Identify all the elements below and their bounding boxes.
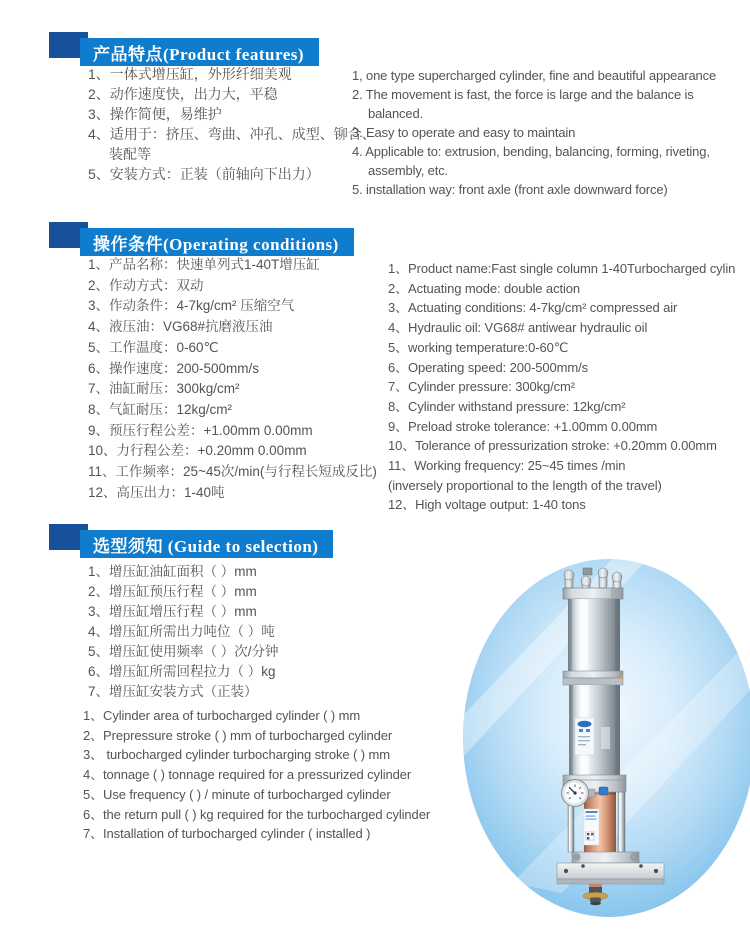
list-item: 5、working temperature:0-60℃	[388, 339, 569, 355]
list-item: 3. Easy to operate and easy to maintain	[352, 125, 576, 140]
list-item: 10、Tolerance of pressurization stroke: +0.20mm 0.00mm	[388, 438, 717, 454]
list-item: 4. Applicable to: extrusion, bending, balancing, forming, riveting, assembly, etc.	[352, 144, 710, 178]
section-title: 产品特点(Product features)	[93, 44, 305, 64]
list-item: 3、增压缸增压行程（ ）mm	[88, 604, 257, 619]
list-item: 2、作动方式：双动	[88, 277, 204, 293]
list-item: 6、Operating speed: 200-500mm/s	[388, 359, 589, 375]
features-list-en	[352, 66, 750, 199]
list-item: 6、the return pull ( ) kg required for the turbocharged cylinder	[83, 806, 431, 822]
list-item-continuation: (inversely proportional to the length of the travel)	[388, 477, 662, 493]
base-plate	[557, 863, 664, 884]
bottom-collar	[572, 852, 639, 863]
selection-list-en	[83, 706, 495, 844]
list-item: 3、 turbocharged cylinder turbocharging stroke ( ) mm	[83, 747, 390, 763]
list-item: 11、Working frequency: 25~45 times /min	[388, 458, 626, 474]
header-banner	[80, 228, 354, 256]
header-banner	[80, 530, 333, 558]
list-item: 2、Prepressure stroke ( ) mm of turbocharged cylinder	[83, 727, 393, 743]
list-item: 4、增压缸所需出力吨位（ ）吨	[88, 624, 275, 639]
list-item: 1、增压缸油缸面积（ ）mm	[88, 564, 257, 579]
list-item: 6、增压缸所需回程拉力（ ）kg	[88, 664, 276, 679]
main-cylinder	[569, 685, 620, 775]
list-item: 5. installation way: front axle (front axle downward force)	[352, 182, 668, 197]
list-item: 4、tonnage ( ) tonnage required for a pressurized cylinder	[83, 767, 412, 783]
list-item: 12、高压出力：1-40吨	[88, 484, 225, 500]
features-list-zh	[88, 64, 384, 184]
brand-label	[575, 718, 594, 755]
operating-list-en	[388, 259, 750, 515]
list-item: 10、力行程公差：+0.20mm 0.00mm	[88, 443, 307, 459]
list-item: 2. The movement is fast, the force is large and the balance is balanced.	[352, 87, 694, 121]
list-item: 4、适用于：挤压、弯曲、冲孔、成型、铆合、装配等	[88, 126, 376, 162]
list-item: 2、动作速度快，出力大，平稳	[88, 86, 278, 102]
list-item: 9、预压行程公差：+1.00mm 0.00mm	[88, 422, 313, 438]
list-item: 5、工作温度：0-60℃	[88, 339, 219, 355]
middle-flange-band	[563, 671, 623, 685]
list-item: 4、液压油：VG68#抗磨液压油	[88, 319, 273, 335]
blue-valve-fitting	[599, 787, 608, 795]
section-title: 选型须知 (Guide to selection)	[93, 536, 319, 556]
list-item: 1、Cylinder area of turbocharged cylinder ( ) mm	[83, 708, 361, 723]
list-item: 12、High voltage output: 1-40 tons	[388, 497, 586, 513]
header-banner	[80, 38, 319, 66]
list-item: 5、增压缸使用频率（ ）次/分钟	[88, 644, 279, 659]
list-item: 1、产品名称：快速单列式1-40T增压缸	[88, 257, 320, 272]
list-item: 2、Actuating mode: double action	[388, 280, 581, 296]
list-item: 5、安装方式：正装（前轴向下出力）	[88, 166, 320, 182]
list-item: 3、作动条件：4-7kg/cm² 压缩空气	[88, 298, 295, 314]
list-item: 1、Product name:Fast single column 1-40Turbocharged cylin	[388, 261, 736, 276]
list-item: 1、一体式增压缸，外形纤细美观	[88, 66, 292, 82]
spec-label	[584, 809, 599, 845]
copper-booster-tube	[584, 791, 616, 852]
list-item: 1, one type supercharged cylinder, fine and beautiful appearance	[352, 68, 717, 83]
upper-cylinder	[568, 599, 620, 671]
selection-list-zh	[88, 562, 279, 702]
list-item: 7、Cylinder pressure: 300kg/cm²	[388, 379, 576, 395]
list-item: 9、Preload stroke tolerance: +1.00mm 0.00mm	[388, 418, 658, 434]
list-item: 7、Installation of turbocharged cylinder ( installed )	[83, 826, 371, 842]
list-item: 7、油缸耐压：300kg/cm²	[88, 381, 240, 397]
list-item: 3、Actuating conditions: 4-7kg/cm² compressed air	[388, 300, 678, 316]
list-item: 2、增压缸预压行程（ ）mm	[88, 584, 257, 599]
list-item: 8、气缸耐压：12kg/cm²	[88, 401, 233, 417]
list-item: 7、增压缸安装方式（正装）	[88, 684, 258, 699]
cylinder-top-cap	[563, 588, 623, 599]
list-item: 6、操作速度：200-500mm/s	[88, 360, 260, 376]
operating-list-zh	[88, 255, 377, 503]
list-item: 8、Cylinder withstand pressure: 12kg/cm²	[388, 398, 626, 414]
list-item: 3、操作简便，易维护	[88, 106, 222, 122]
list-item: 4、Hydraulic oil: VG68# antiwear hydraulic oil	[388, 320, 648, 336]
section-title: 操作条件(Operating conditions)	[93, 234, 339, 254]
product-photo	[452, 548, 750, 936]
list-item: 11、工作频率：25~45次/min(与行程长短成反比)	[88, 464, 377, 480]
list-item: 5、Use frequency ( ) / minute of turbocharged cylinder	[83, 786, 391, 802]
